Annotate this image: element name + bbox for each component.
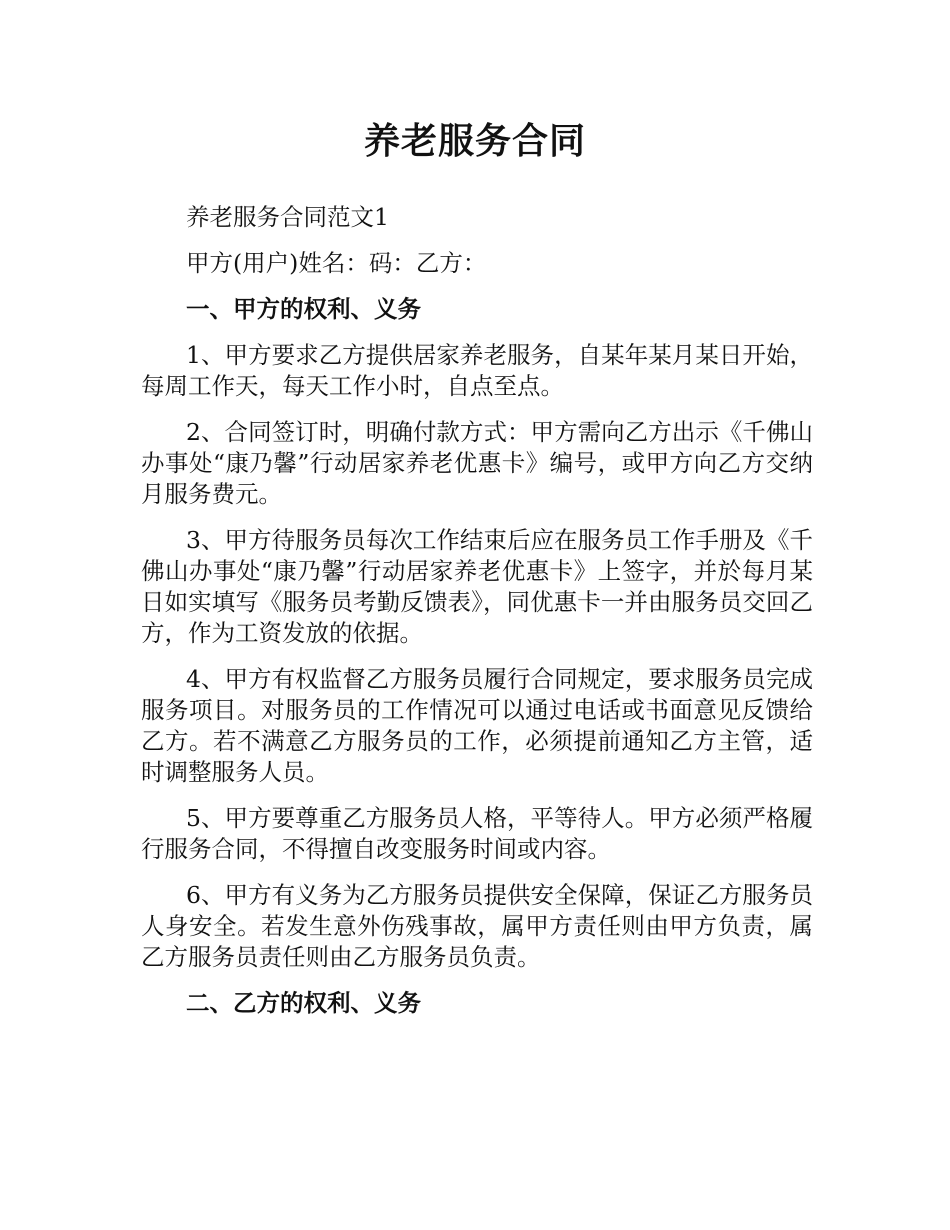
clause-4: 4、甲方有权监督乙方服务员履行合同规定，要求服务员完成服务项目。对服务员的工作情况可以通过电话或书面意见反馈给乙方。若不满意乙方服务员的工作，必须提前通知乙方主管，适时调整服务人员。 — [141, 665, 813, 786]
party-info-line: 甲方(用户)姓名：码：乙方： — [186, 249, 487, 277]
clause-3: 3、甲方待服务员每次工作结束后应在服务员工作手册及《千佛山办事处“康乃馨”行动居家养老优惠卡》上签字，并於每月某日如实填写《服务员考勤反馈表》，同优惠卡一并由服务员交回乙方，作为工资发放的依据。 — [141, 526, 813, 647]
clause-6: 6、甲方有义务为乙方服务员提供安全保障，保证乙方服务员人身安全。若发生意外伤残事故，属甲方责任则由甲方负责，属乙方服务员责任则由乙方服务员负责。 — [141, 881, 813, 971]
document-body — [141, 202, 813, 1034]
clause-1: 1、甲方要求乙方提供居家养老服务，自某年某月某日开始，每周工作天，每天工作小时，自点至点。 — [141, 341, 813, 400]
document-title: 养老服务合同 — [363, 121, 586, 162]
contract-template-label: 养老服务合同范文1 — [186, 203, 389, 231]
section-heading-party-b: 二、乙方的权利、义务 — [186, 989, 421, 1017]
clause-5: 5、甲方要尊重乙方服务员人格，平等待人。甲方必须严格履行服务合同，不得擅自改变服务时间或内容。 — [141, 804, 813, 863]
section-heading-party-a: 一、甲方的权利、义务 — [186, 295, 421, 323]
clause-2: 2、合同签订时，明确付款方式：甲方需向乙方出示《千佛山办事处“康乃馨”行动居家养老优惠卡》编号，或甲方向乙方交纳月服务费元。 — [141, 418, 813, 508]
